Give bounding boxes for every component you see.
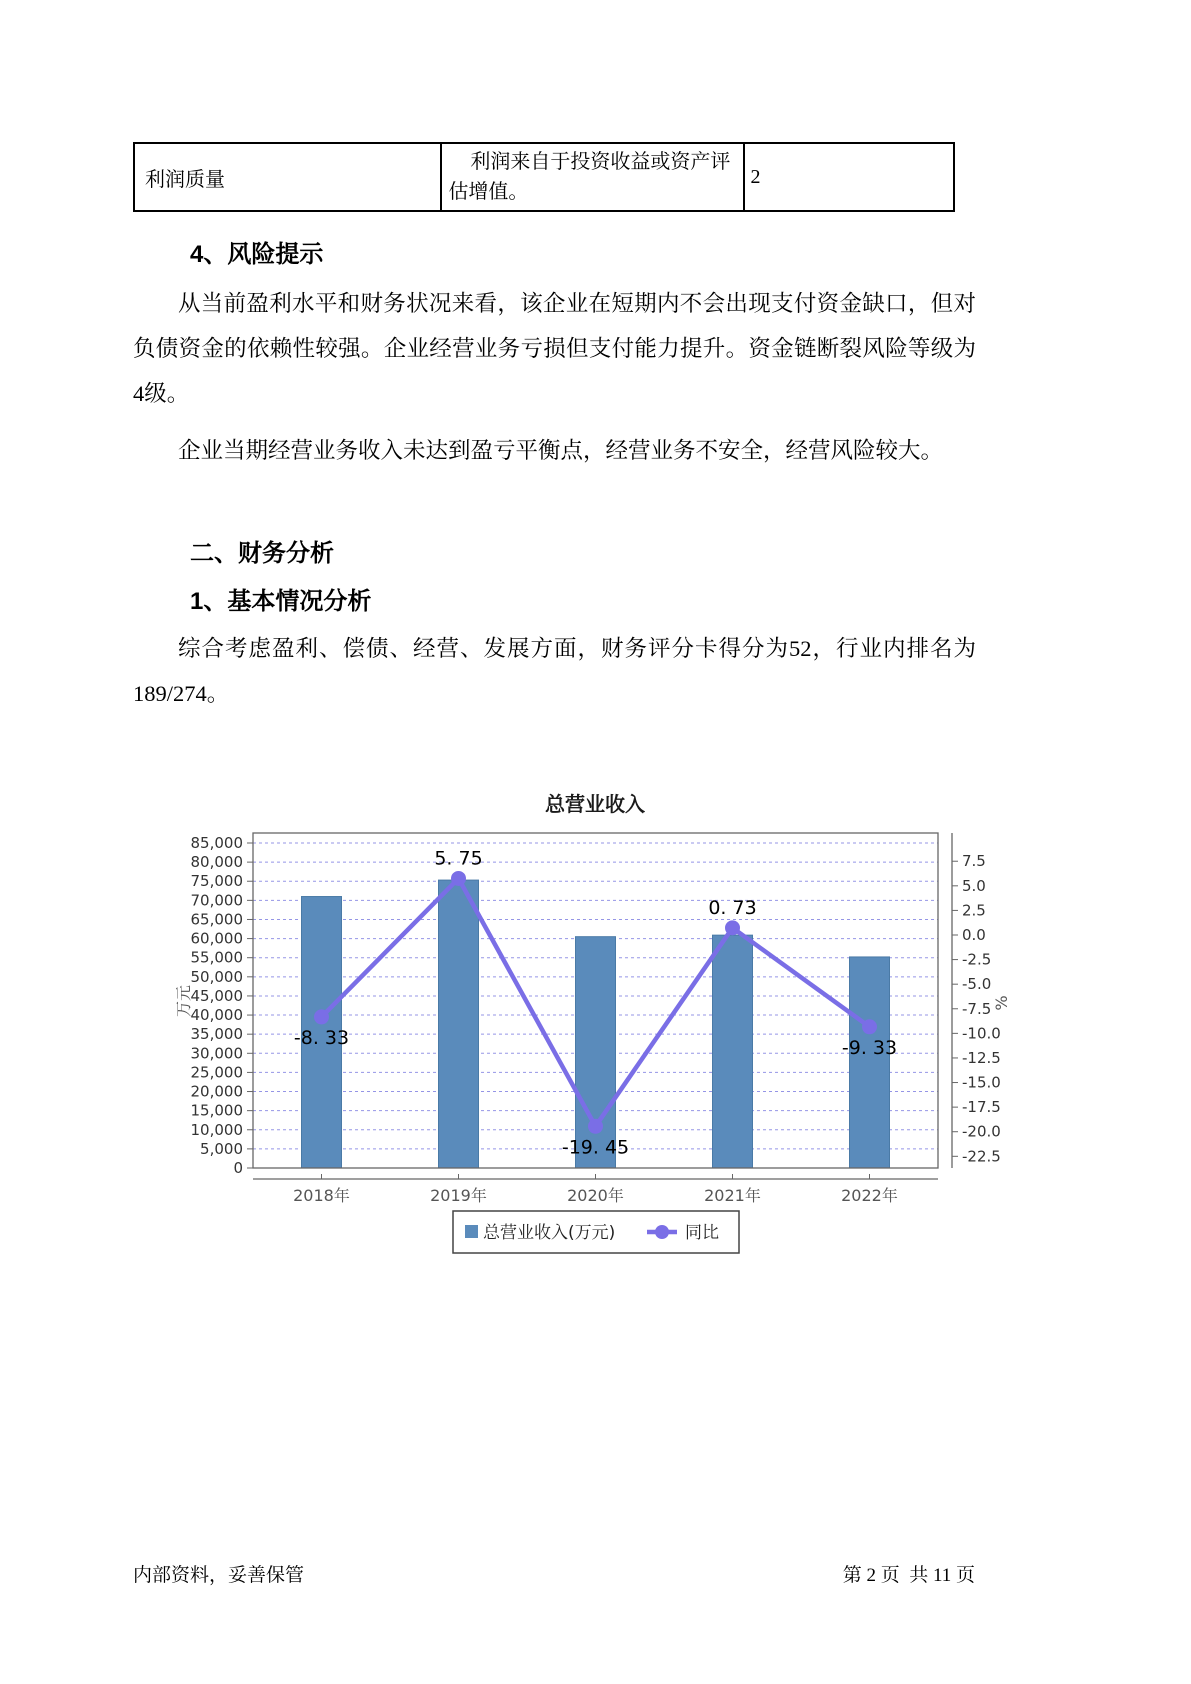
left-tick-label: 10,000 [190, 1120, 243, 1139]
left-tick-label: 30,000 [190, 1044, 243, 1063]
revenue-chart-container [165, 763, 1035, 1263]
left-tick-label: 0 [233, 1159, 243, 1177]
right-tick-label: -2.5 [962, 950, 992, 969]
footer-confidential-note: 内部资料，妥善保管 [133, 1565, 305, 1586]
yoy-point-2020年 [588, 1119, 603, 1134]
right-tick-label: 2.5 [962, 901, 986, 920]
risk-heading: 4、风险提示 [190, 241, 324, 268]
left-tick-label: 40,000 [190, 1006, 243, 1025]
yoy-point-2018年 [314, 1009, 329, 1024]
basic-analysis-subheading: 1、基本情况分析 [190, 588, 372, 615]
footer-page-number: 第 2 页 共 11 页 [842, 1565, 975, 1586]
risk-paragraph-2: 企业当期经营业务收入未达到盈亏平衡点，经营业务不安全，经营风险较大。 [178, 438, 944, 463]
left-tick-label: 70,000 [190, 891, 243, 910]
left-tick-label: 45,000 [190, 986, 243, 1005]
x-category-label: 2019年 [430, 1186, 487, 1205]
yoy-label-2020年: -19. 45 [561, 1136, 630, 1159]
yoy-label-2019年: 5. 75 [434, 847, 483, 870]
right-tick-label: 0.0 [962, 926, 986, 944]
left-tick-label: 50,000 [190, 967, 243, 986]
right-tick-label: -12.5 [962, 1048, 1001, 1067]
right-tick-label: -5.0 [962, 975, 992, 994]
finance-heading: 二、财务分析 [190, 540, 334, 567]
profit-quality-table [133, 142, 955, 212]
yoy-label-2021年: 0. 73 [708, 896, 757, 919]
left-tick-label: 85,000 [190, 834, 243, 852]
table-cell-score: 2 [744, 143, 954, 211]
yoy-point-2021年 [725, 920, 740, 935]
legend-bar-swatch [465, 1225, 478, 1238]
chart-title: 总营业收入 [545, 792, 645, 816]
yoy-label-2022年: -9. 33 [841, 1036, 898, 1059]
left-tick-label: 60,000 [190, 929, 243, 948]
bar-2021年 [713, 935, 753, 1168]
right-tick-label: -22.5 [962, 1147, 1001, 1166]
left-tick-label: 80,000 [190, 853, 243, 872]
yoy-label-2018年: -8. 33 [293, 1026, 350, 1049]
bar-2019年 [439, 880, 479, 1168]
bar-2022年 [850, 957, 890, 1168]
right-tick-label: -7.5 [962, 999, 992, 1018]
table-row [134, 143, 954, 211]
right-tick-label: -15.0 [962, 1073, 1001, 1092]
x-category-label: 2022年 [841, 1186, 898, 1205]
left-tick-label: 35,000 [190, 1025, 243, 1044]
yoy-point-2022年 [862, 1019, 877, 1034]
legend-line-dot [655, 1225, 669, 1239]
left-tick-label: 55,000 [190, 948, 243, 967]
right-axis-title: % [992, 995, 1011, 1011]
left-tick-label: 15,000 [190, 1101, 243, 1120]
right-tick-label: -10.0 [962, 1024, 1001, 1043]
x-category-label: 2018年 [293, 1186, 350, 1205]
right-tick-label: 5.0 [962, 876, 986, 895]
left-axis-title: 万元 [174, 984, 193, 1018]
table-cell-description: 利润来自于投资收益或资产评估增值。 [441, 143, 743, 211]
left-tick-label: 5,000 [200, 1139, 243, 1158]
legend-line-label: 同比 [685, 1223, 719, 1243]
left-tick-label: 65,000 [190, 910, 243, 929]
left-tick-label: 20,000 [190, 1082, 243, 1101]
x-category-label: 2020年 [567, 1186, 624, 1205]
table-cell-indicator: 利润质量 [134, 143, 441, 211]
left-tick-label: 25,000 [190, 1063, 243, 1082]
basic-analysis-paragraph: 综合考虑盈利、偿债、经营、发展方面，财务评分卡得分为52，行业内排名为189/274。 [133, 636, 976, 706]
right-tick-label: -20.0 [962, 1122, 1001, 1141]
right-tick-label: -17.5 [962, 1098, 1001, 1117]
revenue-chart [165, 763, 1035, 1263]
x-category-label: 2021年 [704, 1186, 761, 1205]
right-tick-label: 7.5 [962, 852, 986, 871]
risk-paragraph-1: 从当前盈利水平和财务状况来看，该企业在短期内不会出现支付资金缺口，但对负债资金的依赖性较强。企业经营业务亏损但支付能力提升。资金链断裂风险等级为4级。 [133, 291, 976, 406]
legend-bar-label: 总营业收入(万元) [483, 1223, 616, 1243]
left-tick-label: 75,000 [190, 872, 243, 891]
yoy-point-2019年 [451, 871, 466, 886]
